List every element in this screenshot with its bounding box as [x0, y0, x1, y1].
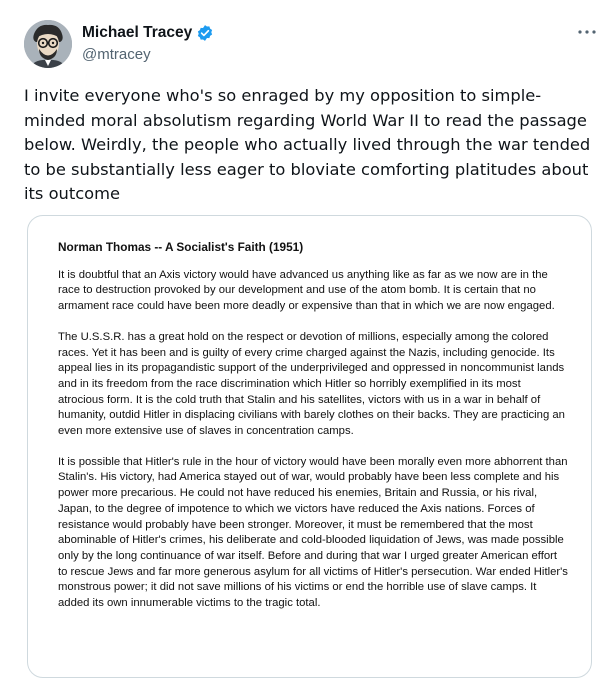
tweet-text: I invite everyone who's so enraged by my opposition to simple-minded moral absolutism regarding World War II to read the passage below. Weirdly, the people who actually lived through the war tended to be substantially less eager to bloviate comforting platitudes about its outcome — [24, 86, 591, 203]
document-title: Norman Thomas -- A Socialist's Faith (1951) — [58, 240, 304, 254]
author-avatar[interactable] — [24, 20, 72, 68]
more-options-button[interactable] — [576, 22, 598, 42]
author-name-row — [82, 24, 214, 42]
attached-image[interactable] — [27, 215, 592, 678]
author-handle[interactable]: @mtracey — [82, 46, 151, 63]
more-horizontal-icon — [576, 22, 598, 42]
author-display-name[interactable]: Michael Tracey — [82, 24, 193, 41]
avatar-illustration-icon — [24, 20, 72, 68]
document-paragraph: The U.S.S.R. has a great hold on the respect or devotion of millions, especially among the colored races. Yet it has been and is guilty of every crime charged against the Nazis, including genocide. Its appeal lies in its propagandistic support of the underprivileged and oppressed in noncommunist lands and in its freedom from the race discrimination which Hitler so horribly exemplified in its most atrocious form. It is the cold truth that Stalin and his satellites, victors with us in a war in behalf of humanity, outdid Hitler in displacing civilians with barely clothes on their backs. They are practicing an even more extensive use of slaves in concentration camps. — [58, 330, 565, 438]
document-paragraph: It is possible that Hitler's rule in the hour of victory would have been morally even more abhorrent than Stalin's. His victory, had America stayed out of war, would probably have been less complete and his power more precarious. He could not have reduced his enemies, Britain and Russia, or his rival, Japan, to the degree of impotence to which we victors have reduced the Axis nations. Forces of resistance would probably have been stronger. Moreover, it must be remembered that the most abominable of Hitler's crimes, his deliberate and cold-blooded liquidation of Jews, was made possible only by the long continuance of war itself. Before and during that war I urged greater American effort to rescue Jews and far more generous asylum for all victims of Hitler's persecution. War ended Hitler's monstrous power; it did not save millions of his victims or end the horrible use of slave camps. It added its own innumerable victims to the tragic total. — [58, 455, 568, 610]
document-paragraph: It is doubtful that an Axis victory would have advanced us anything like as far as we now are in the race to destruction provoked by our development and use of the atom bomb. It is certain that no armament race could have been more deadly or expensive than that in which we are now engaged. — [58, 268, 555, 313]
verified-badge-icon — [196, 24, 214, 42]
document-excerpt — [58, 240, 568, 627]
